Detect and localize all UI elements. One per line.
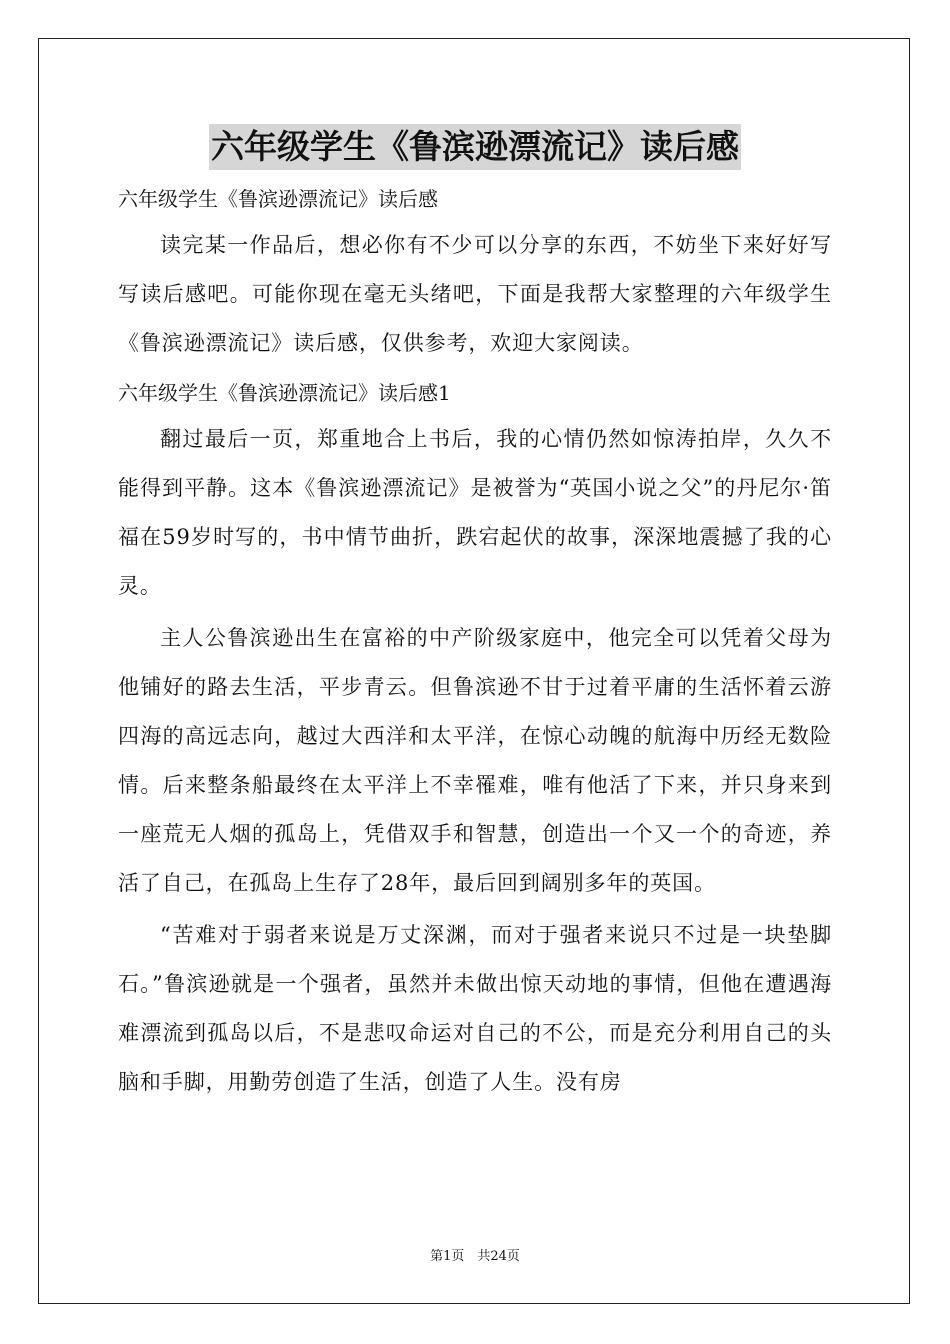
body-paragraph-1: 翻过最后一页，郑重地合上书后，我的心情仍然如惊涛拍岸，久久不能得到平静。这本《鲁滨逊漂流记》是被誉为“英国小说之父”的丹尼尔·笛福在59岁时写的，书中情节曲折，跌宕起伏的故事，深深地震撼了我的心灵。	[118, 427, 832, 598]
intro-paragraph: 读完某一作品后，想必你有不少可以分享的东西，不妨坐下来好好写写读后感吧。可能你现在毫无头绪吧，下面是我帮大家整理的六年级学生《鲁滨逊漂流记》读后感，仅供参考，欢迎大家阅读。	[118, 233, 832, 355]
page-footer: 第1页 共24页	[430, 1249, 520, 1264]
document-subtitle: 六年级学生《鲁滨逊漂流记》读后感	[118, 187, 438, 211]
body-paragraph-2: 主人公鲁滨逊出生在富裕的中产阶级家庭中，他完全可以凭着父母为他铺好的路去生活，平步青云。但鲁滨逊不甘于过着平庸的生活怀着云游四海的高远志向，越过大西洋和太平洋，在惊心动魄的航海中历经无数险情。后来整条船最终在太平洋上不幸罹难，唯有他活了下来，并只身来到一座荒无人烟的孤岛上，凭借双手和智慧，创造出一个又一个的奇迹，养活了自己，在孤岛上生存了28年，最后回到阔别多年的英国。	[118, 626, 832, 895]
section-heading: 六年级学生《鲁滨逊漂流记》读后感1	[118, 381, 451, 405]
document-title: 六年级学生《鲁滨逊漂流记》读后感	[209, 124, 741, 170]
title-container	[0, 124, 950, 170]
document-body	[118, 177, 832, 1110]
body-paragraph-3: “苦难对于弱者来说是万丈深渊，而对于强者来说只不过是一块垫脚石。”鲁滨逊就是一个强者，虽然并未做出惊天动地的事情，但他在遭遇海难漂流到孤岛以后，不是悲叹命运对自己的不公，而是充分利用自己的头脑和手脚，用勤劳创造了生活，创造了人生。没有房	[118, 923, 832, 1094]
